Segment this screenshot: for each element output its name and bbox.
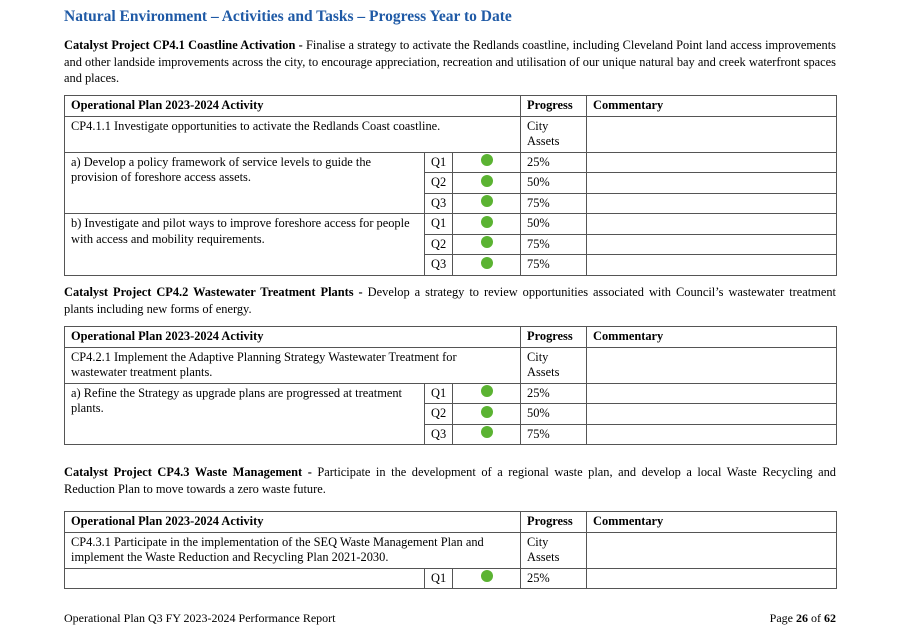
section-2-description <box>64 284 836 317</box>
status-on-track-icon <box>481 154 493 166</box>
activity-description: CP4.3.1 Participate in the implementation of the SEQ Waste Management Plan and implement the Waste Reduction and Recycling Plan 2021-2030. <box>65 532 521 568</box>
header-progress: Progress <box>521 327 587 348</box>
table-header-row <box>65 327 837 348</box>
table-header-row <box>65 512 837 533</box>
quarter-label: Q1 <box>425 214 453 235</box>
section-1-heading: Catalyst Project CP4.1 Coastline Activation - <box>64 38 303 52</box>
subtask-label: a) Refine the Strategy as upgrade plans are progressed at treatment plants. <box>65 383 425 445</box>
footer-report-title: Operational Plan Q3 FY 2023-2024 Performance Report <box>64 611 336 625</box>
progress-value: 50% <box>521 214 587 235</box>
commentary-cell <box>587 532 837 568</box>
section-2-heading: Catalyst Project CP4.2 Wastewater Treatment Plants - <box>64 285 363 299</box>
activity-description: CP4.1.1 Investigate opportunities to activate the Redlands Coast coastline. <box>65 116 521 152</box>
activity-table-2 <box>64 326 837 445</box>
header-progress: Progress <box>521 512 587 533</box>
page-of: of <box>808 611 824 625</box>
activity-owner: City Assets <box>521 532 587 568</box>
table-row <box>65 532 837 568</box>
status-on-track-icon <box>481 570 493 582</box>
status-on-track-icon <box>481 236 493 248</box>
quarter-label: Q1 <box>425 152 453 173</box>
table-row <box>65 347 837 383</box>
commentary-cell <box>587 255 837 276</box>
section-3-description <box>64 464 836 497</box>
quarter-label: Q1 <box>425 383 453 404</box>
status-on-track-icon <box>481 406 493 418</box>
subtask-label <box>65 568 425 589</box>
header-progress: Progress <box>521 96 587 117</box>
quarter-label: Q3 <box>425 424 453 445</box>
table-row <box>65 116 837 152</box>
header-commentary: Commentary <box>587 96 837 117</box>
table-row <box>65 214 837 235</box>
commentary-cell <box>587 383 837 404</box>
commentary-cell <box>587 152 837 173</box>
progress-value: 75% <box>521 193 587 214</box>
activity-owner: City Assets <box>521 347 587 383</box>
progress-value: 25% <box>521 152 587 173</box>
commentary-cell <box>587 193 837 214</box>
section-3-text: Participate in the development of a regional waste plan, and develop a local Waste Recycling and Reduction Plan to move towards a zero waste future. <box>64 465 836 496</box>
progress-value: 75% <box>521 255 587 276</box>
activity-table-1 <box>64 95 837 276</box>
progress-value: 50% <box>521 404 587 425</box>
header-activity: Operational Plan 2023-2024 Activity <box>65 327 521 348</box>
status-on-track-icon <box>481 426 493 438</box>
activity-table-3 <box>64 511 837 589</box>
header-commentary: Commentary <box>587 512 837 533</box>
section-1-description <box>64 37 836 87</box>
page-title: Natural Environment – Activities and Tasks – Progress Year to Date <box>64 8 512 25</box>
status-on-track-icon <box>481 195 493 207</box>
page-total: 62 <box>824 611 836 625</box>
status-on-track-icon <box>481 257 493 269</box>
progress-value: 25% <box>521 383 587 404</box>
quarter-label: Q1 <box>425 568 453 589</box>
quarter-label: Q3 <box>425 255 453 276</box>
progress-value: 75% <box>521 234 587 255</box>
table-row <box>65 152 837 173</box>
table-header-row <box>65 96 837 117</box>
header-commentary: Commentary <box>587 327 837 348</box>
quarter-label: Q2 <box>425 173 453 194</box>
section-1-text: Finalise a strategy to activate the Redlands coastline, including Cleveland Point land access improvements and other landside improvements across the city, to encourage appreciation, recreation and utilisation of our unique natural bay and creek waterfront spaces and places. <box>64 38 836 85</box>
table-row <box>65 568 837 589</box>
header-activity: Operational Plan 2023-2024 Activity <box>65 512 521 533</box>
quarter-label: Q3 <box>425 193 453 214</box>
page-prefix: Page <box>769 611 796 625</box>
section-3-heading: Catalyst Project CP4.3 Waste Management - <box>64 465 312 479</box>
footer-page-number <box>770 611 836 626</box>
activity-description: CP4.2.1 Implement the Adaptive Planning Strategy Wastewater Treatment for wastewater treatment plants. <box>65 347 521 383</box>
status-on-track-icon <box>481 175 493 187</box>
commentary-cell <box>587 173 837 194</box>
commentary-cell <box>587 568 837 589</box>
progress-value: 25% <box>521 568 587 589</box>
header-activity: Operational Plan 2023-2024 Activity <box>65 96 521 117</box>
quarter-label: Q2 <box>425 234 453 255</box>
subtask-label: b) Investigate and pilot ways to improve foreshore access for people with access and mobility requirements. <box>65 214 425 276</box>
commentary-cell <box>587 116 837 152</box>
status-on-track-icon <box>481 216 493 228</box>
progress-value: 50% <box>521 173 587 194</box>
quarter-label: Q2 <box>425 404 453 425</box>
commentary-cell <box>587 214 837 235</box>
activity-owner: City Assets <box>521 116 587 152</box>
subtask-label: a) Develop a policy framework of service levels to guide the provision of foreshore access assets. <box>65 152 425 214</box>
commentary-cell <box>587 234 837 255</box>
commentary-cell <box>587 347 837 383</box>
status-on-track-icon <box>481 385 493 397</box>
commentary-cell <box>587 404 837 425</box>
progress-value: 75% <box>521 424 587 445</box>
commentary-cell <box>587 424 837 445</box>
table-row <box>65 383 837 404</box>
page-current: 26 <box>796 611 808 625</box>
section-2-text: Develop a strategy to review opportunities associated with Council’s wastewater treatment plants including new forms of energy. <box>64 285 836 316</box>
